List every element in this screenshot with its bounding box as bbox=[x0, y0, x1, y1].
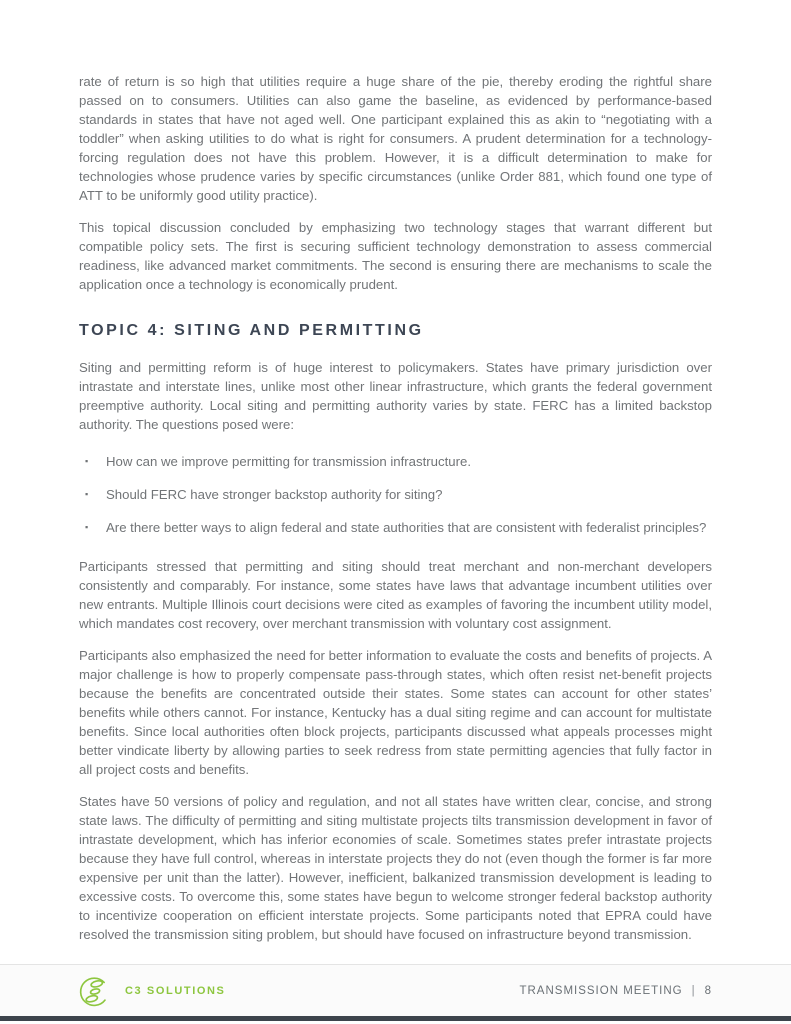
page-footer bbox=[0, 964, 791, 1017]
meeting-label: TRANSMISSION MEETING bbox=[519, 985, 683, 997]
footer-meta bbox=[519, 985, 712, 997]
section-heading: TOPIC 4: SITING AND PERMITTING bbox=[79, 322, 424, 339]
bullet-icon: ▪ bbox=[85, 489, 89, 499]
list-item bbox=[79, 518, 712, 537]
page-content bbox=[79, 72, 712, 957]
bullet-icon: ▪ bbox=[85, 456, 89, 466]
list-item-text: Are there better ways to align federal and state authorities that are consistent with federalist principles? bbox=[106, 520, 707, 535]
paragraph: This topical discussion concluded by emphasizing two technology stages that warrant different but compatible policy sets. The first is securing sufficient technology demonstration to assess commercial readiness, like advanced market commitments. The second is ensuring there are mechanisms to scale the application once a technology is economically prudent. bbox=[79, 220, 712, 292]
paragraph: States have 50 versions of policy and regulation, and not all states have written clear, concise, and strong state laws. The difficulty of permitting and siting multistate projects tilts transmission development in favor of intrastate development, which has inferior economies of scale. Sometimes states prefer intrastate projects because they have full control, whereas in interstate projects they do not (even though the former is far more expensive per unit than the latter). However, inefficient, balkanized transmission development is leading to excessive costs. To overcome this, some states have begun to welcome stronger federal backstop authority to incentivize cooperation on efficient interstate projects. Some participants noted that EPRA could have resolved the transmission siting problem, but should have focused on infrastructure beyond transmission. bbox=[79, 794, 712, 942]
list-item-text: How can we improve permitting for transmission infrastructure. bbox=[106, 454, 471, 469]
list-item bbox=[79, 485, 712, 504]
separator: | bbox=[691, 985, 696, 997]
bullet-icon: ▪ bbox=[85, 522, 89, 532]
list-item-text: Should FERC have stronger backstop authority for siting? bbox=[106, 487, 443, 502]
c3-solutions-logo-icon bbox=[79, 975, 112, 1008]
paragraph: rate of return is so high that utilities require a huge share of the pie, thereby eroding the rightful share passed on to consumers. Utilities can also game the baseline, as evidenced by performance-based standards in states that have not aged well. One participant explained this as akin to “negotiating with a toddler” when asking utilities to do what is right for consumers. A prudent determination for a technology-forcing regulation does not have this problem. However, it is a difficult determination to make for technologies whose prudence varies by specific circumstances (unlike Order 881, which found one type of ATT to be uniformly good utility practice). bbox=[79, 74, 712, 203]
paragraph: Siting and permitting reform is of huge interest to policymakers. States have primary jurisdiction over intrastate and interstate lines, unlike most other linear infrastructure, which grants the federal government preemptive authority. Local siting and permitting authority varies by state. FERC has a limited backstop authority. The questions posed were: bbox=[79, 360, 712, 432]
questions-list bbox=[79, 452, 712, 537]
page-number: 8 bbox=[704, 985, 712, 997]
brand-name: C3 SOLUTIONS bbox=[125, 985, 226, 997]
paragraph: Participants also emphasized the need for better information to evaluate the costs and benefits of projects. A major challenge is how to properly compensate pass-through states, which often resist net-benefit projects because the benefits are concentrated outside their states. Some states can account for other states’ benefits while others cannot. For instance, Kentucky has a dual siting regime and can account for multistate benefits. Since local authorities often block projects, participants discussed what appeals processes might better vindicate liberty by allowing parties to seek redress from state permitting agencies that fully factor in all project costs and benefits. bbox=[79, 648, 712, 777]
brand bbox=[79, 975, 226, 1008]
paragraph: Participants stressed that permitting and siting should treat merchant and non-merchant developers consistently and comparably. For instance, some states have laws that advantage incumbent utilities over new entrants. Multiple Illinois court decisions were cited as examples of favoring the incumbent utility model, which mandates cost recovery, over merchant transmission with voluntary cost assignment. bbox=[79, 559, 712, 631]
list-item bbox=[79, 452, 712, 471]
bottom-accent-bar bbox=[0, 1016, 791, 1021]
